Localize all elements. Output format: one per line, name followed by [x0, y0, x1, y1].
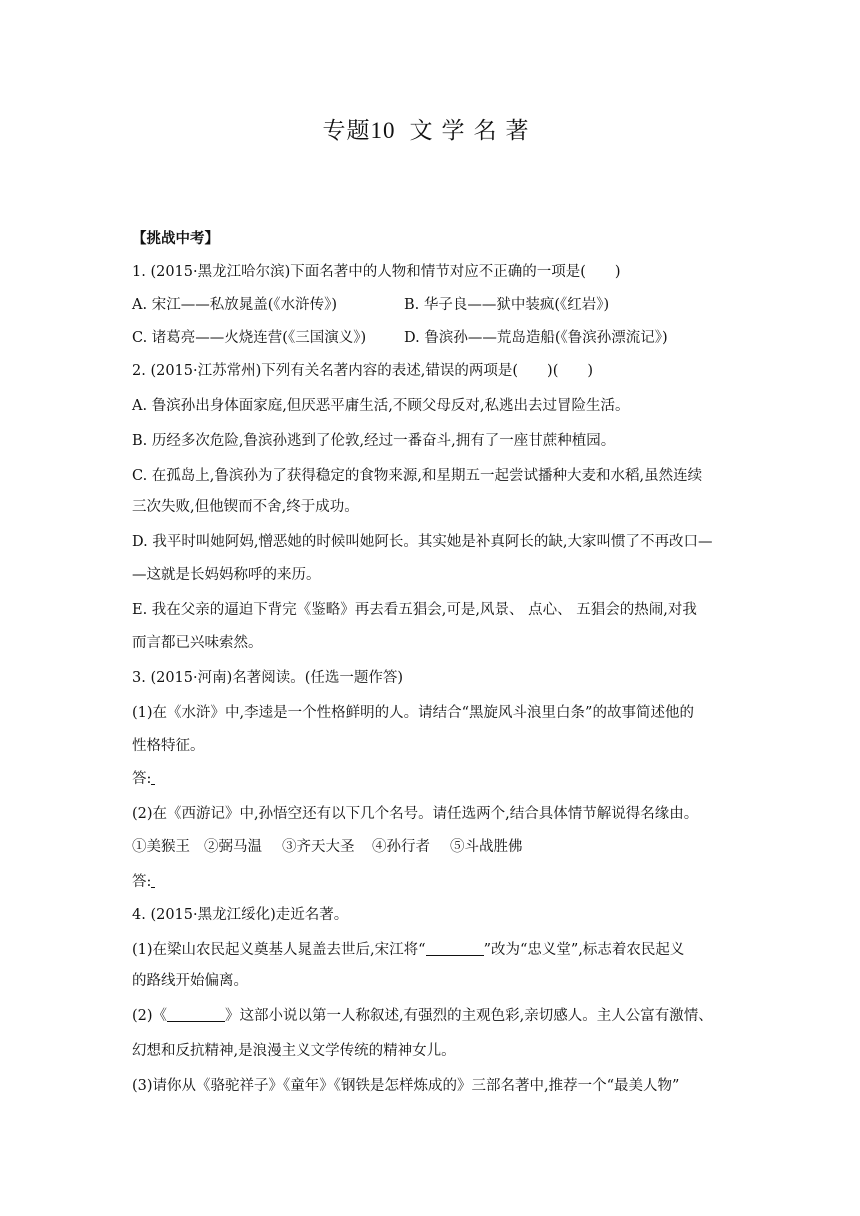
q3-part1-line2: 性格特征。 — [132, 738, 205, 754]
q3-part1-line1: (1)在《水浒》中,李逵是一个性格鲜明的人。请结合“黑旋风斗浪里白条”的故事简述他的 — [132, 705, 694, 721]
q1-option-cd — [132, 326, 668, 347]
q3-stem: 3. (2015·河南)名著阅读。(任选一题作答) — [132, 670, 404, 686]
q2-option-a: A. 鲁滨孙出身体面家庭,但厌恶平庸生活,不顾父母反对,私逃出去过冒险生活。 — [132, 398, 630, 414]
q2-option-b: B. 历经多次危险,鲁滨孙逃到了伦敦,经过一番奋斗,拥有了一座甘蔗种植园。 — [132, 433, 616, 449]
q4-stem: 4. (2015·黑龙江绥化)走近名著。 — [132, 907, 349, 923]
q2-option-c-line2: 三次失败,但他锲而不舍,终于成功。 — [132, 499, 359, 515]
q1-stem: 1. (2015·黑龙江哈尔滨)下面名著中的人物和情节对应不正确的一项是( ) — [132, 264, 621, 280]
q4-part1-line1 — [132, 938, 684, 959]
q1-option-c: C. 诸葛亮——火烧连营(《三国演义》) — [132, 330, 367, 346]
title-number: 专题10 — [322, 118, 396, 143]
q4-part2-text-a: (2)《 — [132, 1008, 168, 1024]
name-2: ②弼马温 — [204, 839, 262, 855]
page-title — [0, 112, 860, 145]
q2-option-c-line1: C. 在孤岛上,鲁滨孙为了获得稳定的食物来源,和星期五一起尝试播种大麦和水稻,虽然连续 — [132, 468, 703, 484]
q1-option-d: D. 鲁滨孙——荒岛造船(《鲁滨孙漂流记》) — [404, 330, 668, 346]
q4-part2-line2: 幻想和反抗精神,是浪漫主义文学传统的精神女儿。 — [132, 1043, 456, 1059]
q1-option-a: A. 宋江——私放晁盖(《水浒传》) — [132, 297, 338, 313]
q3-names-row — [132, 835, 523, 856]
q4-part1-text-b: ”改为“忠义堂”,标志着农民起义 — [483, 942, 685, 958]
answer-label: 答: — [132, 874, 152, 890]
answer-label: 答: — [132, 771, 152, 787]
q2-option-d-line1: D. 我平时叫她阿妈,憎恶她的时候叫她阿长。其实她是补真阿长的缺,大家叫惯了不再改口— — [132, 534, 713, 550]
fill-blank[interactable] — [167, 1007, 225, 1023]
answer-blank[interactable] — [151, 873, 155, 889]
q4-part3: (3)请你从《骆驼祥子》《童年》《钢铁是怎样炼成的》三部名著中,推荐一个“最美人物” — [132, 1078, 680, 1094]
q4-part1-text-a: (1)在梁山农民起义奠基人晁盖去世后,宋江将“ — [132, 942, 426, 958]
q1-option-b: B. 华子良——狱中装疯(《红岩》) — [404, 297, 610, 313]
q4-part2-line1 — [132, 1004, 713, 1025]
fill-blank[interactable] — [426, 941, 484, 957]
title-text: 文学名著 — [409, 118, 538, 144]
q2-option-d-line2: —这就是长妈妈称呼的来历。 — [132, 567, 321, 583]
q1-option-ab — [132, 293, 610, 314]
q3-answer-1 — [132, 767, 155, 788]
name-4: ④孙行者 — [372, 839, 430, 855]
name-1: ①美猴王 — [132, 839, 190, 855]
q2-option-e-line2: 而言都已兴味索然。 — [132, 635, 263, 651]
name-5: ⑤斗战胜佛 — [450, 839, 523, 855]
q3-part2: (2)在《西游记》中,孙悟空还有以下几个名号。请任选两个,结合具体情节解说得名缘由。 — [132, 806, 699, 822]
answer-blank[interactable] — [151, 770, 155, 786]
q2-option-e-line1: E. 我在父亲的逼迫下背完《鉴略》再去看五猖会,可是,风景、 点心、 五猖会的热闹,对我 — [132, 602, 697, 618]
q3-answer-2 — [132, 870, 155, 891]
q4-part2-text-b: 》这部小说以第一人称叙述,有强烈的主观色彩,亲切感人。主人公富有激情、 — [225, 1008, 713, 1024]
name-3: ③齐天大圣 — [282, 839, 355, 855]
q4-part1-line2: 的路线开始偏离。 — [132, 973, 248, 989]
q2-stem: 2. (2015·江苏常州)下列有关名著内容的表述,错误的两项是( )( ) — [132, 363, 594, 379]
section-heading: 【挑战中考】 — [132, 230, 219, 247]
